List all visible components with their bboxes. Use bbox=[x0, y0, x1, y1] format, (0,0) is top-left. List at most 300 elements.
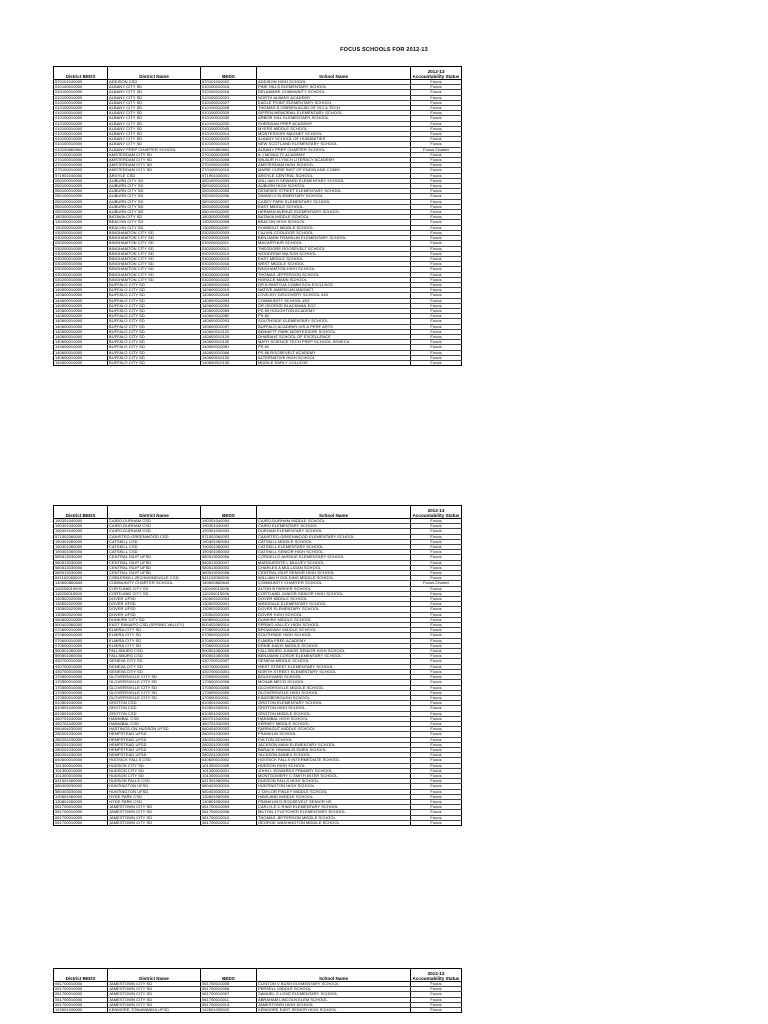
beds-cell: 101300010005 bbox=[201, 763, 257, 768]
district-beds-cell: 140600010000 bbox=[54, 355, 108, 360]
accountability-status-cell: Focus bbox=[411, 768, 462, 773]
district-beds-cell: 610501040000 bbox=[54, 701, 108, 706]
accountability-status-cell: Focus bbox=[411, 638, 462, 643]
school-name-cell: HUDSON HIGH SCHOOL bbox=[257, 763, 411, 768]
district-beds-cell: 280201030000 bbox=[54, 747, 108, 752]
accountability-status-cell: Focus bbox=[411, 555, 462, 560]
district-name-cell: ALBANY CITY SD bbox=[108, 111, 201, 116]
district-name-cell: HUNTINGTON UFSD bbox=[108, 784, 201, 789]
district-name-cell: AUBURN CITY SD bbox=[108, 204, 201, 209]
district-name-cell: GROTON CSD bbox=[108, 706, 201, 711]
district-beds-cell: 430700010000 bbox=[54, 659, 108, 664]
school-name-cell: CALVIN COOLIDGE SCHOOL bbox=[257, 230, 411, 235]
accountability-status-cell: Focus bbox=[411, 215, 462, 220]
accountability-status-cell: Focus bbox=[411, 345, 462, 350]
school-name-cell: GIFFEN MEMORIAL ELEMENTARY SCHOOL bbox=[257, 111, 411, 116]
accountability-status-cell: Focus bbox=[411, 324, 462, 329]
accountability-status-cell: Focus bbox=[411, 701, 462, 706]
school-name-cell: ALTERNATIVE HIGH SCHOOL bbox=[257, 355, 411, 360]
district-beds-cell: 061700010000 bbox=[54, 982, 108, 987]
district-name-cell: ALBANY CITY SD bbox=[108, 121, 201, 126]
accountability-status-cell: Focus bbox=[411, 524, 462, 529]
district-name-cell: FALLSBURG CSD bbox=[108, 649, 201, 654]
school-name-cell: CLINTON V BUSH ELEMENTARY SCHOOL bbox=[257, 982, 411, 987]
school-name-cell: GROTON ELEMENTARY SCHOOL bbox=[257, 701, 411, 706]
district-beds-cell: 061700010000 bbox=[54, 992, 108, 997]
district-beds-cell: 270100010000 bbox=[54, 168, 108, 173]
column-header-district-beds: District BEDS bbox=[54, 969, 108, 982]
accountability-status-cell: Focus bbox=[411, 607, 462, 612]
district-name-cell: COBLESKILL-RICHMONDVILLE CSD bbox=[108, 576, 201, 581]
school-name-cell: ARBOR HILL ELEMENTARY SCHOOL bbox=[257, 116, 411, 121]
beds-cell: 270100010008 bbox=[201, 158, 257, 163]
district-name-cell: ALBANY CITY SD bbox=[108, 116, 201, 121]
district-name-cell: AUBURN CITY SD bbox=[108, 194, 201, 199]
school-name-cell: GENESEE STREET ELEMENTARY SCHOOL bbox=[257, 189, 411, 194]
district-name-cell: CANISTEO-GREENWOOD CSD bbox=[108, 534, 201, 539]
district-beds-cell: 140600010000 bbox=[54, 334, 108, 339]
beds-cell: 010100860864 bbox=[201, 147, 257, 152]
district-beds-cell: 270100010000 bbox=[54, 163, 108, 168]
accountability-status-cell: Focus bbox=[411, 298, 462, 303]
beds-cell: 061700010013 bbox=[201, 1002, 257, 1007]
status-header-year: 2012-13 bbox=[427, 508, 445, 513]
beds-cell: 460701040004 bbox=[201, 716, 257, 721]
beds-cell: 170500010009 bbox=[201, 690, 257, 695]
beds-cell: 010100010028 bbox=[201, 106, 257, 111]
beds-cell: 010100010023 bbox=[201, 137, 257, 142]
beds-cell: 110200010006 bbox=[201, 591, 257, 596]
accountability-status-cell: Focus bbox=[411, 293, 462, 298]
accountability-status-cell: Focus bbox=[411, 654, 462, 659]
district-beds-cell: 101300010000 bbox=[54, 768, 108, 773]
beds-cell: 070600010019 bbox=[201, 638, 257, 643]
school-name-cell: WILLIAM H GOLDING MIDDLE SCHOOL bbox=[257, 576, 411, 581]
accountability-status-cell: Focus bbox=[411, 230, 462, 235]
district-name-cell: HUNTINGTON UFSD bbox=[108, 789, 201, 794]
district-beds-cell: 270100010000 bbox=[54, 158, 108, 163]
school-name-cell: BENJAMIN COSOR ELEMENTARY SCHOOL bbox=[257, 654, 411, 659]
district-beds-cell: 190401060000 bbox=[54, 545, 108, 550]
district-name-cell: BUFFALO CITY SD bbox=[108, 350, 201, 355]
district-beds-cell: 280201030000 bbox=[54, 753, 108, 758]
district-name-cell: BEACON CITY SD bbox=[108, 225, 201, 230]
district-name-cell: BUFFALO CITY SD bbox=[108, 293, 201, 298]
district-name-cell: CORTLAND CITY SD bbox=[108, 591, 201, 596]
accountability-status-cell: Focus bbox=[411, 685, 462, 690]
school-name-cell: THOMAS JEFFERSON MIDDLE SCHOOL bbox=[257, 815, 411, 820]
district-beds-cell: 010100860864 bbox=[54, 147, 108, 152]
accountability-status-cell: Focus bbox=[411, 586, 462, 591]
school-name-cell: JACKSON ANNEX SCHOOL bbox=[257, 753, 411, 758]
school-name-cell: HUDSON FALLS HIGH SCHOOL bbox=[257, 779, 411, 784]
accountability-status-cell: Focus bbox=[411, 95, 462, 100]
beds-cell: 070600010018 bbox=[201, 628, 257, 633]
district-beds-cell: 170500010000 bbox=[54, 675, 108, 680]
beds-cell: 580513030007 bbox=[201, 560, 257, 565]
accountability-status-cell: Focus bbox=[411, 633, 462, 638]
district-name-cell: ELMIRA CITY SD bbox=[108, 628, 201, 633]
district-name-cell: HYDE PARK CSD bbox=[108, 794, 201, 799]
school-name-cell: HANNIBAL HIGH SCHOOL bbox=[257, 716, 411, 721]
accountability-status-cell: Focus bbox=[411, 85, 462, 90]
district-beds-cell: 101300010000 bbox=[54, 763, 108, 768]
district-name-cell: BINGHAMTON CITY SD bbox=[108, 241, 201, 246]
district-name-cell: BUFFALO CITY SD bbox=[108, 355, 201, 360]
district-beds-cell: 130200010000 bbox=[54, 225, 108, 230]
beds-cell: 030200010015 bbox=[201, 256, 257, 261]
district-beds-cell: 460701040000 bbox=[54, 716, 108, 721]
district-name-cell: ALBANY CITY SD bbox=[108, 126, 201, 131]
accountability-status-cell: Focus bbox=[411, 534, 462, 539]
beds-cell: 140600010122 bbox=[201, 329, 257, 334]
beds-cell: 140600010135 bbox=[201, 360, 257, 365]
district-name-cell: CORTLAND CITY SD bbox=[108, 586, 201, 591]
district-beds-cell: 580513030000 bbox=[54, 565, 108, 570]
accountability-status-cell: Focus bbox=[411, 251, 462, 256]
district-beds-cell: 050100010000 bbox=[54, 204, 108, 209]
accountability-status-cell: Focus bbox=[411, 753, 462, 758]
accountability-status-cell: Focus bbox=[411, 690, 462, 695]
accountability-status-cell: Focus Charter bbox=[411, 581, 462, 586]
beds-cell: 140600010082 bbox=[201, 314, 257, 319]
district-beds-cell: 061700010000 bbox=[54, 997, 108, 1002]
status-header-year: 2012-13 bbox=[427, 69, 445, 74]
district-name-cell: JAMESTOWN CITY SD bbox=[108, 805, 201, 810]
accountability-status-cell: Focus bbox=[411, 267, 462, 272]
beds-cell: 130200010006 bbox=[201, 220, 257, 225]
school-name-cell: PS 81 bbox=[257, 345, 411, 350]
beds-cell: 010100010018 bbox=[201, 90, 257, 95]
district-beds-cell: 140600010000 bbox=[54, 298, 108, 303]
beds-cell: 010100010021 bbox=[201, 95, 257, 100]
district-beds-cell: 280201030000 bbox=[54, 737, 108, 742]
school-name-cell: JAMESTOWN HIGH SCHOOL bbox=[257, 1002, 411, 1007]
district-beds-cell: 140600010000 bbox=[54, 360, 108, 365]
school-name-cell: PINE HILLS ELEMENTARY SCHOOL bbox=[257, 85, 411, 90]
accountability-status-cell: Focus bbox=[411, 597, 462, 602]
accountability-status-cell: Focus bbox=[411, 220, 462, 225]
school-name-cell: GROTON HIGH SCHOOL bbox=[257, 706, 411, 711]
district-beds-cell: 590501060000 bbox=[54, 654, 108, 659]
district-beds-cell: 571502060000 bbox=[54, 534, 108, 539]
accountability-status-cell: Focus bbox=[411, 529, 462, 534]
district-beds-cell: 030200010000 bbox=[54, 277, 108, 282]
beds-cell: 010100010019 bbox=[201, 142, 257, 147]
district-name-cell: BINGHAMTON CITY SD bbox=[108, 251, 201, 256]
beds-cell: 140600010066 bbox=[201, 350, 257, 355]
district-beds-cell: 140600010000 bbox=[54, 324, 108, 329]
school-name-cell: ROMBOUT MIDDLE SCHOOL bbox=[257, 225, 411, 230]
school-name-cell: A J MCNULTY ACADEMY bbox=[257, 152, 411, 157]
accountability-status-cell: Focus bbox=[411, 571, 462, 576]
beds-cell: 610501040001 bbox=[201, 706, 257, 711]
district-name-cell: BINGHAMTON CITY SD bbox=[108, 262, 201, 267]
district-name-cell: AUBURN CITY SD bbox=[108, 178, 201, 183]
district-beds-cell: 050100010000 bbox=[54, 194, 108, 199]
school-name-cell: DR A PANTOJA COMM SCH EXCLLNCE bbox=[257, 282, 411, 287]
school-name-cell: WILLIAM H SEWARD ELEMENTARY SCHOOL bbox=[257, 178, 411, 183]
beds-cell: 010100010045 bbox=[201, 126, 257, 131]
district-name-cell: DOVER UFSD bbox=[108, 612, 201, 617]
accountability-status-cell: Focus bbox=[411, 189, 462, 194]
beds-cell: 190301040003 bbox=[201, 529, 257, 534]
district-name-cell: ALBANY CITY SD bbox=[108, 137, 201, 142]
beds-cell: 130502020003 bbox=[201, 612, 257, 617]
beds-cell: 130502020004 bbox=[201, 597, 257, 602]
beds-cell: 140600010043 bbox=[201, 293, 257, 298]
district-beds-cell: 030200010000 bbox=[54, 262, 108, 267]
school-name-cell: CHARLES A MULLIGAN SCHOOL bbox=[257, 565, 411, 570]
beds-cell: 130502020002 bbox=[201, 607, 257, 612]
school-name-cell: HORACE MANN SCHOOL bbox=[257, 277, 411, 282]
accountability-status-cell: Focus bbox=[411, 711, 462, 716]
school-name-cell: SAMUEL G LOVE ELEMENTARY SCHOOL bbox=[257, 992, 411, 997]
school-name-cell: GLOVERSVILLE MIDDLE SCHOOL bbox=[257, 685, 411, 690]
school-name-cell: DOVER HIGH SCHOOL bbox=[257, 612, 411, 617]
district-name-cell: GLOVERSVILLE CITY SD bbox=[108, 695, 201, 700]
column-header-district-beds: District BEDS bbox=[54, 506, 108, 519]
district-name-cell: JAMESTOWN CITY SD bbox=[108, 982, 201, 987]
school-name-cell: NEW SCOTLAND ELEMENTARY SCHOOL bbox=[257, 142, 411, 147]
school-name-cell: DELAWARE COMMUNITY SCHOOL bbox=[257, 90, 411, 95]
district-beds-cell: 010100010000 bbox=[54, 116, 108, 121]
accountability-status-cell: Focus bbox=[411, 80, 462, 85]
district-beds-cell: 061700010000 bbox=[54, 815, 108, 820]
district-beds-cell: 140600010000 bbox=[54, 308, 108, 313]
beds-cell: 170500010011 bbox=[201, 695, 257, 700]
accountability-status-cell: Focus bbox=[411, 111, 462, 116]
beds-cell: 130200010007 bbox=[201, 225, 257, 230]
school-name-cell: BOULEVARD SCHOOL bbox=[257, 675, 411, 680]
district-beds-cell: 061700010000 bbox=[54, 1002, 108, 1007]
district-beds-cell: 660404030000 bbox=[54, 727, 108, 732]
school-name-cell: BENJAMIN FRANKLIN ELEMENTARY SCHOOL bbox=[257, 236, 411, 241]
district-beds-cell: 070600010000 bbox=[54, 628, 108, 633]
table-row bbox=[54, 820, 462, 825]
school-name-cell: J TAYLOR FINLEY MIDDLE SCHOOL bbox=[257, 789, 411, 794]
district-beds-cell: 070600010000 bbox=[54, 638, 108, 643]
district-name-cell: BINGHAMTON CITY SD bbox=[108, 236, 201, 241]
accountability-status-cell: Focus bbox=[411, 360, 462, 365]
accountability-status-cell: Focus bbox=[411, 539, 462, 544]
school-name-cell: CATSKILL SENIOR HIGH SCHOOL bbox=[257, 550, 411, 555]
beds-cell: 050100010013 bbox=[201, 184, 257, 189]
beds-cell: 640600010002 bbox=[201, 758, 257, 763]
school-name-cell: CORDELLO AVENUE ELEMENTARY SCHOOL bbox=[257, 555, 411, 560]
district-beds-cell: 061700010000 bbox=[54, 810, 108, 815]
focus-schools-table-2 bbox=[53, 505, 462, 826]
accountability-status-cell: Focus bbox=[411, 982, 462, 987]
beds-cell: 050100010008 bbox=[201, 204, 257, 209]
district-name-cell: HEMPSTEAD UFSD bbox=[108, 747, 201, 752]
district-beds-cell: 030200010000 bbox=[54, 267, 108, 272]
beds-cell: 010100010014 bbox=[201, 132, 257, 137]
district-name-cell: BINGHAMTON CITY SD bbox=[108, 256, 201, 261]
beds-cell: 061700010010 bbox=[201, 815, 257, 820]
beds-cell: 580403030013 bbox=[201, 789, 257, 794]
beds-cell: 061700010009 bbox=[201, 805, 257, 810]
accountability-status-cell: Focus bbox=[411, 721, 462, 726]
district-beds-cell: 010100010000 bbox=[54, 95, 108, 100]
district-name-cell: BUFFALO CITY SD bbox=[108, 282, 201, 287]
column-header-district-name: District Name bbox=[108, 969, 201, 982]
accountability-status-cell: Focus bbox=[411, 669, 462, 674]
district-name-cell: CAIRO-DURHAM CSD bbox=[108, 519, 201, 524]
district-beds-cell: 110200010000 bbox=[54, 586, 108, 591]
district-beds-cell: 140600860843 bbox=[54, 581, 108, 586]
district-beds-cell: 170500010000 bbox=[54, 685, 108, 690]
district-beds-cell: 170500010000 bbox=[54, 695, 108, 700]
beds-cell: 070600010016 bbox=[201, 643, 257, 648]
district-beds-cell: 010100010000 bbox=[54, 106, 108, 111]
accountability-status-cell: Focus bbox=[411, 758, 462, 763]
district-beds-cell: 142601030000 bbox=[54, 1008, 108, 1013]
district-name-cell: CENTRAL ISLIP UFSD bbox=[108, 571, 201, 576]
district-beds-cell: 190401060000 bbox=[54, 550, 108, 555]
district-name-cell: DOVER UFSD bbox=[108, 607, 201, 612]
beds-cell: 140600860843 bbox=[201, 581, 257, 586]
district-beds-cell: 170500010000 bbox=[54, 690, 108, 695]
beds-cell: 280201030003 bbox=[201, 732, 257, 737]
district-beds-cell: 140600010000 bbox=[54, 293, 108, 298]
district-beds-cell: 010100010000 bbox=[54, 121, 108, 126]
accountability-status-cell: Focus bbox=[411, 142, 462, 147]
beds-cell: 571502060003 bbox=[201, 534, 257, 539]
beds-cell: 010100010016 bbox=[201, 85, 257, 90]
district-beds-cell: 070600010000 bbox=[54, 643, 108, 648]
beds-cell: 050100010006 bbox=[201, 194, 257, 199]
accountability-status-cell: Focus bbox=[411, 329, 462, 334]
accountability-status-cell: Focus bbox=[411, 314, 462, 319]
district-name-cell: HUDSON CITY SD bbox=[108, 763, 201, 768]
focus-schools-table-3 bbox=[53, 968, 462, 1013]
district-beds-cell: 170500010000 bbox=[54, 680, 108, 685]
beds-cell: 130801060005 bbox=[201, 794, 257, 799]
status-header-label: Accountability Status bbox=[412, 513, 460, 518]
school-name-cell: SOUTHSIDE ELEMENTARY SCHOOL bbox=[257, 319, 411, 324]
beds-cell: 030200010011 bbox=[201, 241, 257, 246]
school-name-cell: GROTON MIDDLE SCHOOL bbox=[257, 711, 411, 716]
beds-cell: 571901040001 bbox=[201, 173, 257, 178]
beds-cell: 570101040002 bbox=[201, 80, 257, 85]
district-name-cell: ADDISON CSD bbox=[108, 80, 201, 85]
accountability-status-cell: Focus bbox=[411, 545, 462, 550]
school-name-cell: DURHAM ELEMENTARY SCHOOL bbox=[257, 529, 411, 534]
beds-cell: 590501060005 bbox=[201, 654, 257, 659]
accountability-status-cell: Focus bbox=[411, 178, 462, 183]
school-name-cell: BENNETT PARK MONTESSORI SCHOOL bbox=[257, 329, 411, 334]
accountability-status-cell: Focus bbox=[411, 628, 462, 633]
beds-cell: 130502020001 bbox=[201, 602, 257, 607]
school-name-cell: PERSELL MIDDLE SCHOOL bbox=[257, 987, 411, 992]
district-name-cell: AMSTERDAM CITY SD bbox=[108, 168, 201, 173]
school-name-cell: ALBANY SCHOOL OF HUMANITIES bbox=[257, 137, 411, 142]
accountability-status-cell: Focus bbox=[411, 519, 462, 524]
accountability-status-cell: Focus bbox=[411, 106, 462, 111]
district-beds-cell: 061700010000 bbox=[54, 987, 108, 992]
district-name-cell: HOOSICK FALLS CSD bbox=[108, 758, 201, 763]
table-row bbox=[54, 360, 462, 365]
district-name-cell: HUDSON CITY SD bbox=[108, 768, 201, 773]
district-beds-cell: 280201030000 bbox=[54, 742, 108, 747]
accountability-status-cell: Focus bbox=[411, 820, 462, 825]
beds-cell: 170500010006 bbox=[201, 680, 257, 685]
district-name-cell: BUFFALO CITY SD bbox=[108, 319, 201, 324]
school-name-cell: WEST STREET ELEMENTARY SCHOOL bbox=[257, 664, 411, 669]
district-name-cell: GENEVA CITY SD bbox=[108, 669, 201, 674]
district-beds-cell: 280201030000 bbox=[54, 732, 108, 737]
district-name-cell: JAMESTOWN CITY SD bbox=[108, 815, 201, 820]
district-beds-cell: 590501060000 bbox=[54, 649, 108, 654]
district-name-cell: BUFFALO CITY SD bbox=[108, 298, 201, 303]
accountability-status-cell: Focus bbox=[411, 236, 462, 241]
district-beds-cell: 030200010000 bbox=[54, 246, 108, 251]
accountability-status-cell: Focus bbox=[411, 565, 462, 570]
district-beds-cell: 061700010000 bbox=[54, 820, 108, 825]
district-name-cell: BUFFALO CITY SD bbox=[108, 360, 201, 365]
beds-cell: 140600010019 bbox=[201, 288, 257, 293]
accountability-status-cell: Focus bbox=[411, 158, 462, 163]
beds-cell: 030200010021 bbox=[201, 267, 257, 272]
school-name-cell: CARLYLE C RING ELEMENTARY SCHOOL bbox=[257, 805, 411, 810]
accountability-status-cell: Focus bbox=[411, 649, 462, 654]
district-beds-cell: 010100010000 bbox=[54, 142, 108, 147]
district-name-cell: ALBANY CITY SD bbox=[108, 142, 201, 147]
district-name-cell: ELMIRA CITY SD bbox=[108, 633, 201, 638]
beds-cell: 280201030009 bbox=[201, 753, 257, 758]
district-name-cell: COMMUNITY CHARTER SCHOOL bbox=[108, 581, 201, 586]
district-beds-cell: 430700010000 bbox=[54, 664, 108, 669]
school-name-cell: JACKSON MAIN ELEMENTARY SCHOOL bbox=[257, 742, 411, 747]
school-name-cell: OWASCO ELEMENTARY SCHOOL bbox=[257, 194, 411, 199]
school-name-cell: HOOSICK FALLS INTERMEDIATE SCHOOL bbox=[257, 758, 411, 763]
district-name-cell: BUFFALO CITY SD bbox=[108, 340, 201, 345]
accountability-status-cell: Focus bbox=[411, 773, 462, 778]
accountability-status-cell: Focus bbox=[411, 308, 462, 313]
accountability-status-cell: Focus bbox=[411, 805, 462, 810]
accountability-status-cell: Focus bbox=[411, 256, 462, 261]
school-name-cell: MYERS MIDDLE SCHOOL bbox=[257, 126, 411, 131]
district-beds-cell: 270100010000 bbox=[54, 152, 108, 157]
district-beds-cell: 110200010000 bbox=[54, 591, 108, 596]
district-beds-cell: 101300010000 bbox=[54, 773, 108, 778]
school-name-cell: SPRING VALLEY HIGH SCHOOL bbox=[257, 623, 411, 628]
district-beds-cell: 030200010000 bbox=[54, 251, 108, 256]
district-beds-cell: 190401060000 bbox=[54, 539, 108, 544]
district-name-cell: BINGHAMTON CITY SD bbox=[108, 230, 201, 235]
accountability-status-cell: Focus bbox=[411, 706, 462, 711]
accountability-status-cell: Focus bbox=[411, 612, 462, 617]
accountability-status-cell: Focus bbox=[411, 617, 462, 622]
district-name-cell: CENTRAL ISLIP UFSD bbox=[108, 555, 201, 560]
school-name-cell: WILBUR H LYNCH LITERACY ACADEMY bbox=[257, 158, 411, 163]
district-name-cell: HUDSON CITY SD bbox=[108, 773, 201, 778]
column-header-accountability-status bbox=[411, 506, 462, 519]
beds-cell: 140600010130 bbox=[201, 340, 257, 345]
accountability-status-cell: Focus bbox=[411, 282, 462, 287]
beds-cell: 030200010003 bbox=[201, 230, 257, 235]
column-header-school-name: School Name bbox=[257, 969, 411, 982]
school-name-cell: ADDISON HIGH SCHOOL bbox=[257, 80, 411, 85]
school-name-cell: CATSKILL MIDDLE SCHOOL bbox=[257, 539, 411, 544]
school-name-cell: SHERIDAN PREP ACADEMY bbox=[257, 121, 411, 126]
beds-cell: 641301060004 bbox=[201, 779, 257, 784]
beds-cell: 140600010130 bbox=[201, 355, 257, 360]
school-name-cell: BATAVIA MIDDLE SCHOOL bbox=[257, 215, 411, 220]
beds-cell: 590501060006 bbox=[201, 649, 257, 654]
accountability-status-cell: Focus bbox=[411, 184, 462, 189]
